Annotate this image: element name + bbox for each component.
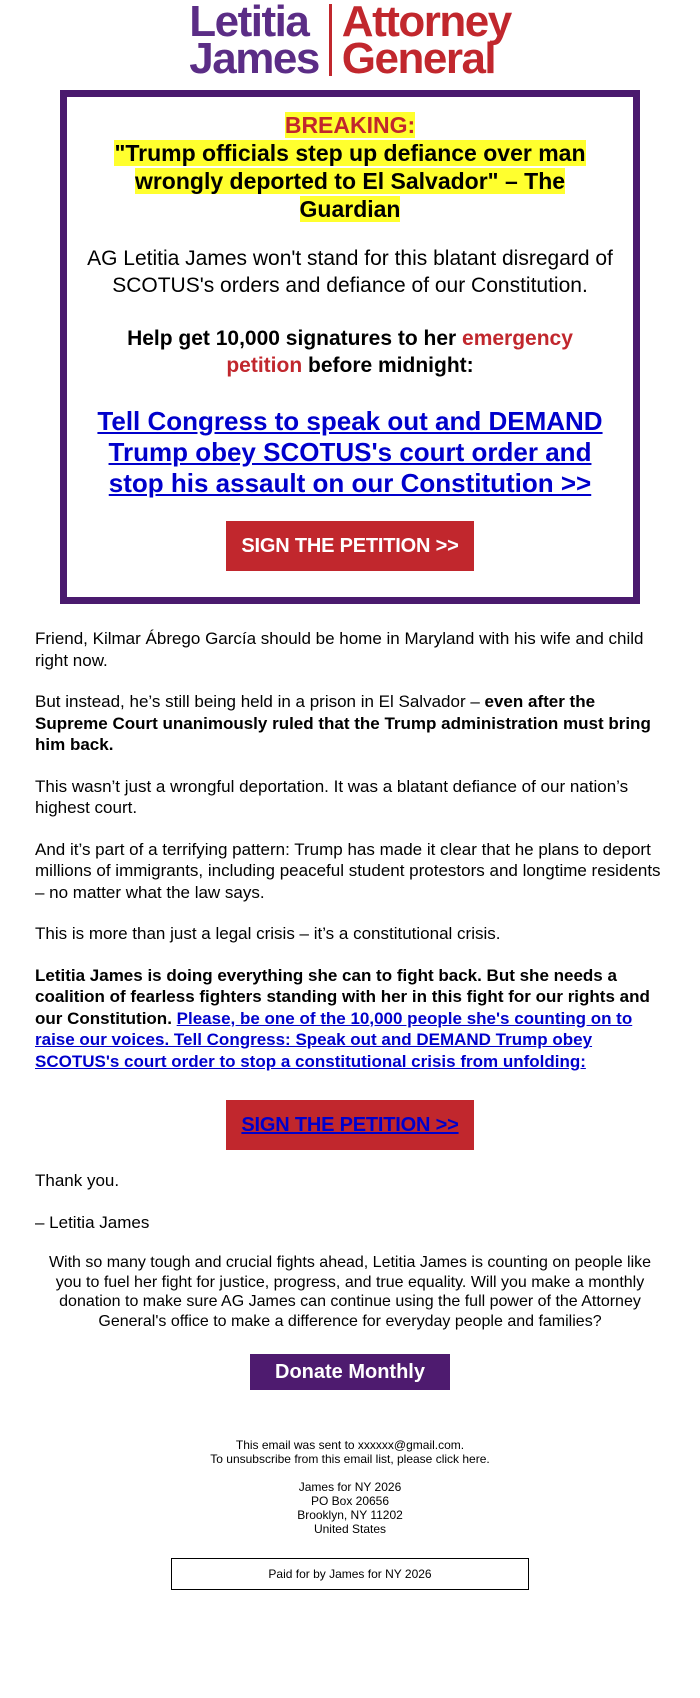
paragraph-2-bold: even after the Supreme Court unanimously ruled that the Trump administration must bring him back. bbox=[35, 692, 651, 754]
logo-title-line1: Attorney bbox=[341, 0, 511, 46]
logo-first-name: Letitia bbox=[189, 0, 309, 46]
logo-title-line2: General bbox=[341, 34, 496, 83]
donation-appeal: With so many tough and crucial fights ahead, Letitia James is counting on people like you to fuel her fight for justice, progress, and true equality. Will you make a monthly donation to make sure AG James can continue using the full power of the Attorney General's office to make a difference for everyday people and families? bbox=[48, 1254, 652, 1330]
sent-to-text: This email was sent to xxxxxx@gmail.com. bbox=[235, 1438, 465, 1452]
address-country: United States bbox=[313, 1522, 387, 1536]
paragraph-6 bbox=[35, 965, 665, 1073]
petition-inline-link[interactable]: Please, be one of the 10,000 people she's counting on to raise our voices. Tell Congress: Speak out and DEMAND Trump obey SCOTUS's court order to stop a constitutional crisis from unfolding: bbox=[35, 1008, 633, 1071]
petition-ask-suffix: before midnight: bbox=[302, 354, 474, 377]
logo-divider bbox=[329, 4, 332, 76]
paragraph-2 bbox=[35, 691, 665, 756]
logo-title bbox=[341, 0, 511, 83]
breaking-headline bbox=[87, 139, 613, 223]
logo bbox=[0, 0, 700, 83]
logo-name bbox=[189, 0, 319, 83]
breaking-label-text: BREAKING: bbox=[284, 112, 416, 138]
letter-body bbox=[0, 628, 700, 1233]
petition-link[interactable]: Tell Congress to speak out and DEMAND Trump obey SCOTUS's court order and stop his assault on our Constitution >> bbox=[97, 406, 603, 498]
signoff-text: – Letitia James bbox=[35, 1212, 150, 1232]
address-city: Brooklyn, NY 11202 bbox=[297, 1508, 403, 1522]
unsubscribe-text[interactable]: To unsubscribe from this email list, please click here. bbox=[210, 1452, 490, 1466]
paragraph-5: This is more than just a legal crisis – it’s a constitutional crisis. bbox=[35, 924, 501, 943]
donate-monthly-button[interactable]: Donate Monthly bbox=[250, 1354, 450, 1390]
paragraph-3: This wasn’t just a wrongful deportation. It was a blatant defiance of our nation’s highest court. bbox=[35, 776, 629, 817]
thanks-text: Thank you. bbox=[35, 1171, 120, 1190]
address-po-box: PO Box 20656 bbox=[310, 1494, 390, 1508]
donate-button-wrap bbox=[0, 1354, 700, 1390]
petition-ask bbox=[87, 325, 613, 379]
petition-ask-prefix: Help get 10,000 signatures to her bbox=[127, 327, 463, 350]
petition-ask-highlight: emergency petition bbox=[226, 327, 573, 377]
logo-last-name: James bbox=[189, 34, 319, 83]
sign-petition-button-bottom[interactable]: SIGN THE PETITION >> bbox=[226, 1100, 473, 1150]
footer bbox=[0, 1438, 700, 1590]
paragraph-6-bold: Letitia James is doing everything she can to fight back. But she needs a coalition of fearless fighters standing with her in this fight for our rights and our Constitution. bbox=[35, 965, 650, 1028]
paragraph-2-plain: But instead, he’s still being held in a prison in El Salvador – bbox=[35, 692, 485, 711]
sign-petition-button-top[interactable]: SIGN THE PETITION >> bbox=[226, 521, 473, 571]
breaking-intro: AG Letitia James won't stand for this blatant disregard of SCOTUS's orders and defiance of our Constitution. bbox=[87, 247, 613, 297]
breaking-label bbox=[87, 111, 613, 139]
breaking-headline-text: "Trump officials step up defiance over man wrongly deported to El Salvador" – The Guardian bbox=[114, 140, 586, 222]
paragraph-1: Friend, Kilmar Ábrego García should be home in Maryland with his wife and child right now. bbox=[35, 629, 644, 670]
paid-for-disclaimer: Paid for by James for NY 2026 bbox=[171, 1558, 529, 1590]
address-name: James for NY 2026 bbox=[298, 1480, 402, 1494]
paragraph-4: And it’s part of a terrifying pattern: Trump has made it clear that he plans to deport millions of immigrants, including peaceful student protestors and longtime residents – no matter what the law says. bbox=[35, 839, 661, 902]
breaking-box bbox=[60, 90, 640, 604]
petition-button-wrap bbox=[35, 1100, 665, 1150]
